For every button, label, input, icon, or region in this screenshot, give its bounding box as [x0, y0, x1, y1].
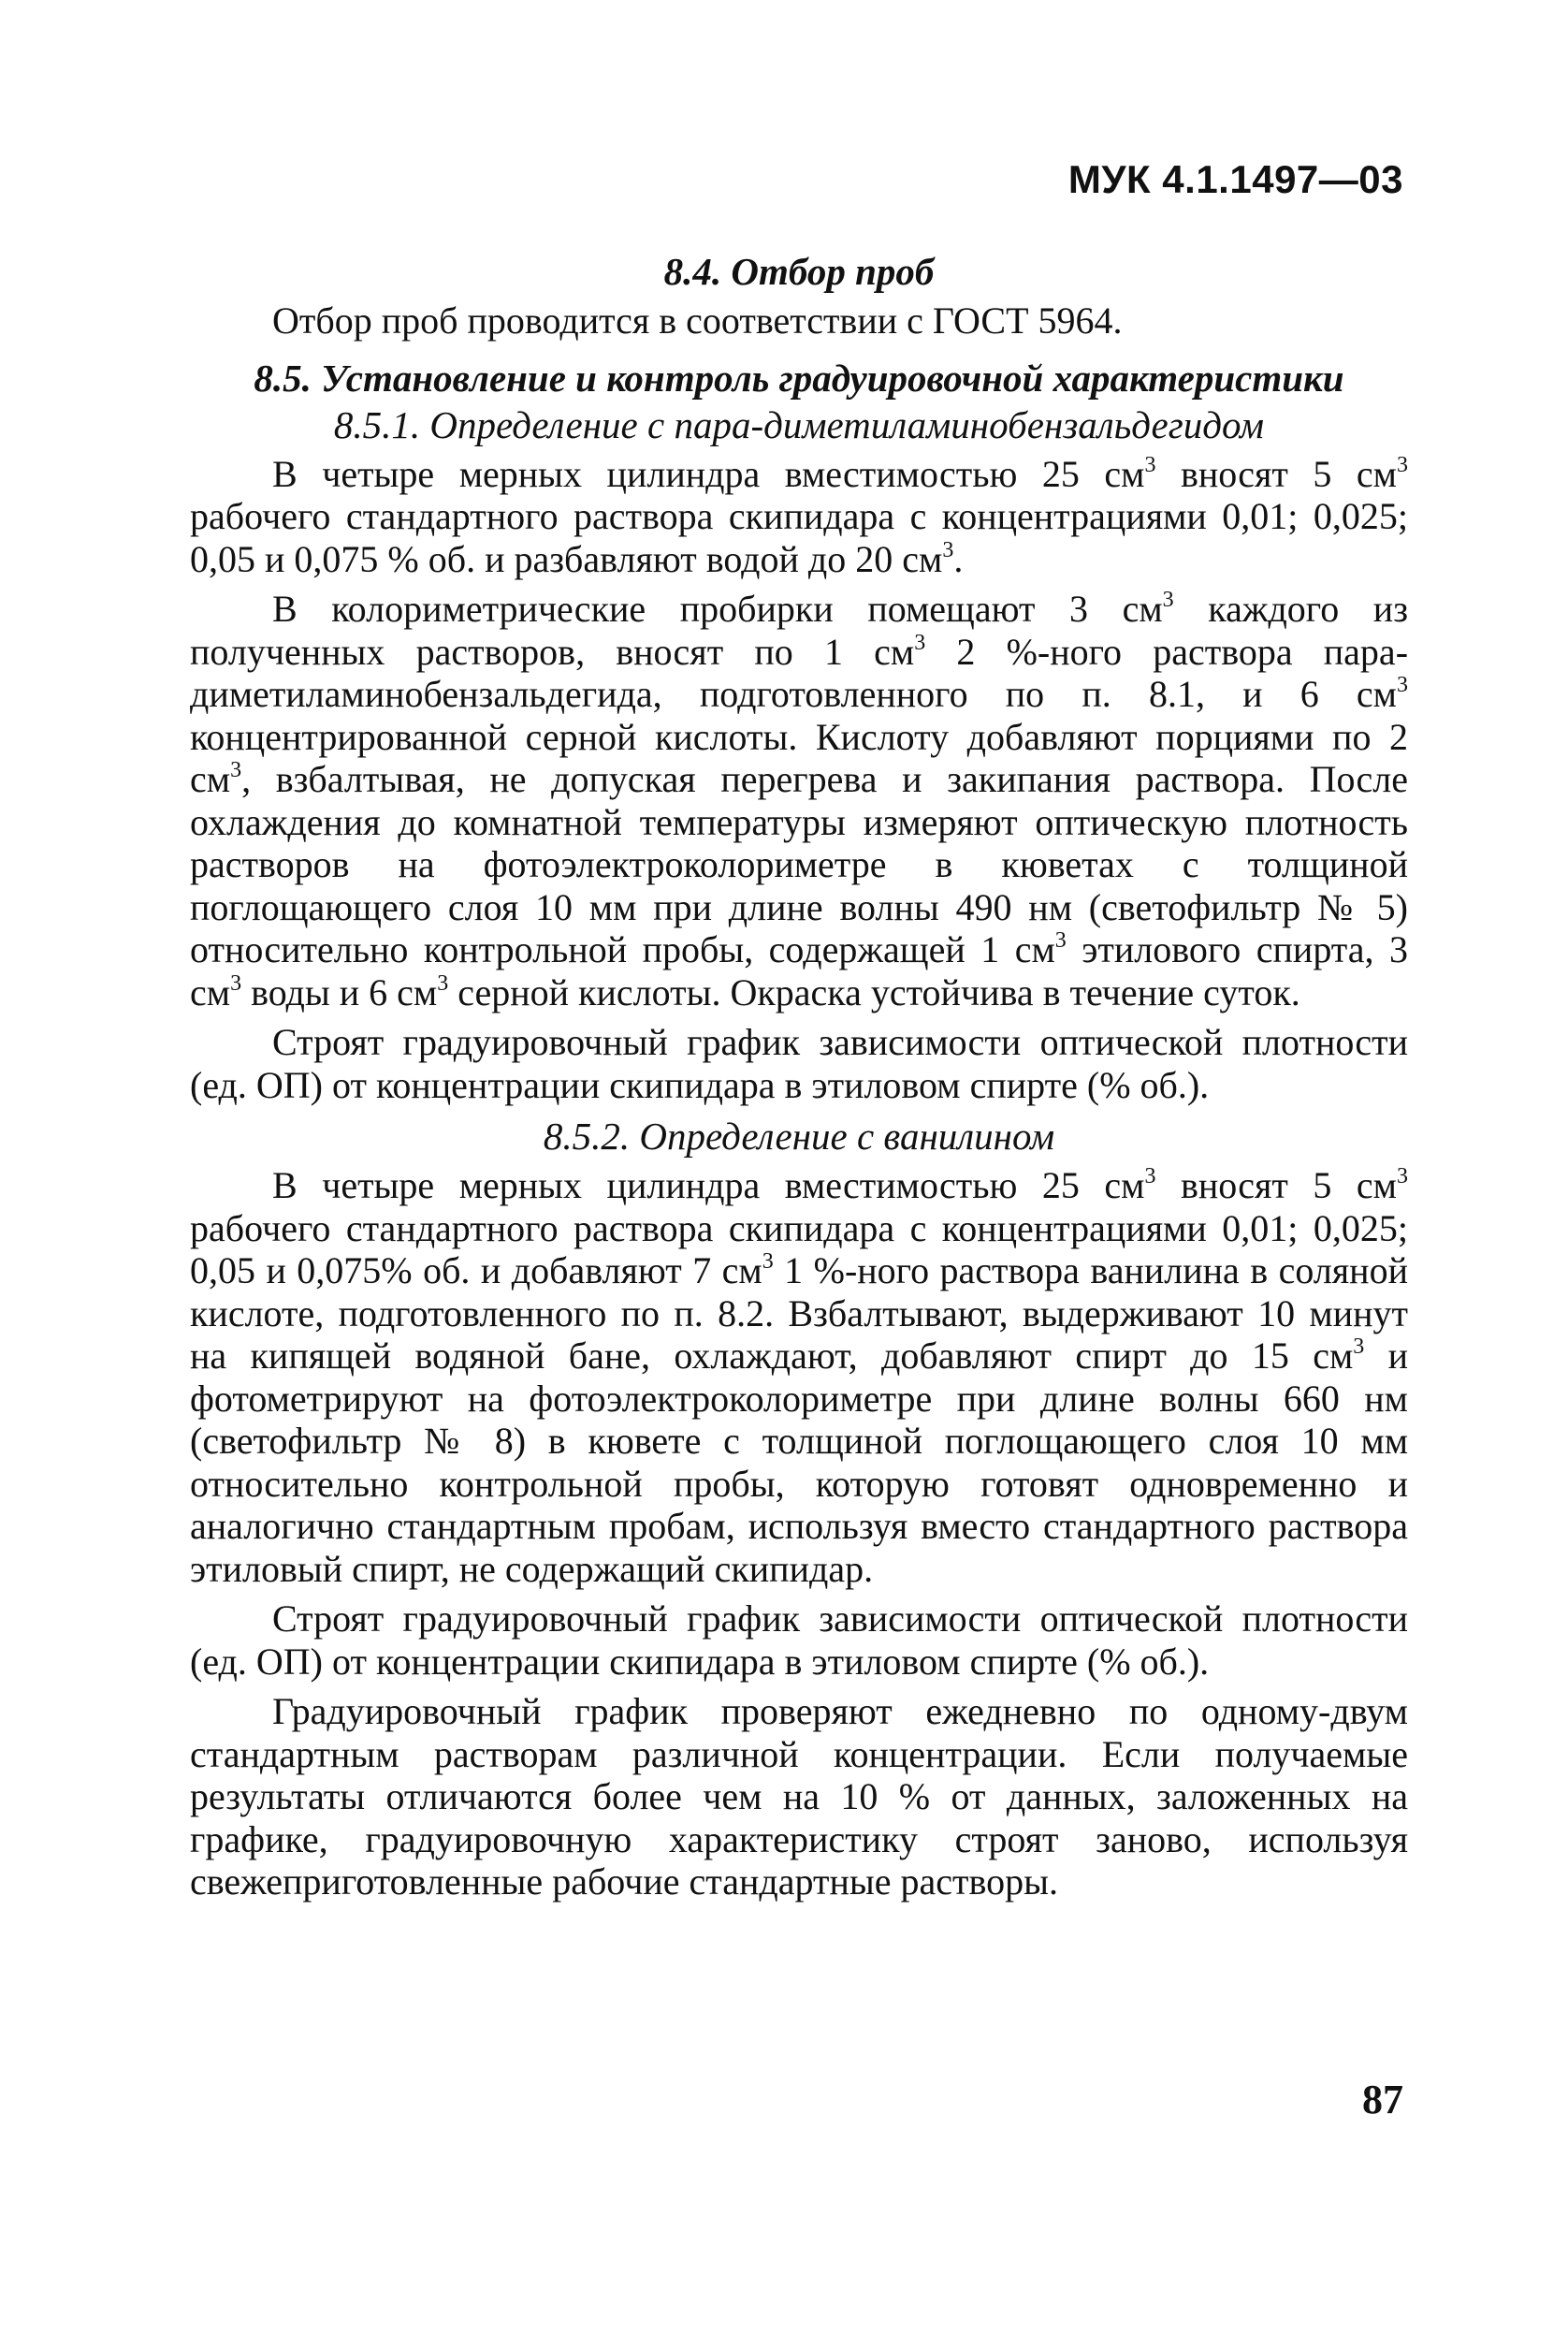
paragraph-8-5-1-2: В колориметрические пробирки помещают 3 $см^3$ каждого из полученных растворов, вносят по 1 $см^3$ 2 %-ного раствора пара-диметиламинобензальдегида, подготовленного по п. 8.1, и 6 $см^3$ концентрированной серной кислоты. Кислоту добавляют порциями по 2 $см^3$, взбалтывая, не допуская перегрева и закипания раствора. После охлаждения до комнатной температуры измеряют оптическую плотность растворов на фотоэлектроколориметре в кюветах с толщиной поглощающего слоя 10 мм при длине волны 490 нм (светофильтр № 5) относительно контрольной пробы, содержащей 1 $см^3$ этилового спирта, 3 $см^3$ воды и 6 $см^3$ серной кислоты. Окраска устойчива в течение суток.: [190, 588, 1409, 1013]
paragraph-8-5-2-3: Градуировочный график проверяют ежедневно по одному-двум стандартным растворам различной концентрации. Если получаемые результаты отличаются более чем на 10 % от данных, заложенных на графике, градуировочную характеристику строят заново, используя свежеприготовленные рабочие стандартные растворы.: [190, 1690, 1408, 1903]
section-8-5-title: 8.5. Установление и контроль градуировочной характеристики: [254, 356, 1344, 400]
paragraph-8-5-2-2: Строят градуировочный график зависимости оптической плотности (ед. ОП) от концентрации скипидара в этиловом спирте (% об.).: [190, 1597, 1408, 1683]
section-8-5-2-title: 8.5.2. Определение с ванилином: [543, 1115, 1055, 1158]
document-body: [190, 245, 1408, 1903]
section-8-5-1-title: 8.5.1. Определение с пара-диметиламинобензальдегидом: [333, 402, 1265, 446]
paragraph-8-5-2-1: В четыре мерных цилиндра вместимостью 25 $см^3$ вносят 5 $см^3$ рабочего стандартного раствора скипидара с концентрациями 0,01; 0,025; 0,05 и 0,075% об. и добавляют 7 $см^3$ 1 %-ного раствора ванилина в соляной кислоте, подготовленного по п. 8.2. Взбалтывают, выдерживают 10 минут на кипящей водяной бане, охлаждают, добавляют спирт до 15 $см^3$ и фотометрируют на фотоэлектроколориметре при длине волны 660 нм (светофильтр № 8) в кювете с толщиной поглощающего слоя 10 мм относительно контрольной пробы, которую готовят одновременно и аналогично стандартным пробам, используя вместо стандартного раствора этиловый спирт, не содержащий скипидар.: [190, 1164, 1409, 1590]
page-number: 87: [1362, 2077, 1403, 2122]
paragraph-8-5-1-3: Строят градуировочный график зависимости оптической плотности (ед. ОП) от концентрации скипидара в этиловом спирте (% об.).: [190, 1021, 1408, 1106]
document-code: МУК 4.1.1497—03: [1067, 157, 1403, 201]
section-8-4-title: 8.4. Отбор проб: [663, 250, 935, 293]
paragraph-8-5-1-1: В четыре мерных цилиндра вместимостью 25 $см^3$ вносят 5 $см^3$ рабочего стандартного раствора скипидара с концентрациями 0,01; 0,025; 0,05 и 0,075 % об. и разбавляют водой до 20 $см^3$.: [190, 452, 1408, 580]
section-8-4-text: Отбор проб проводится в соответствии с ГОСТ 5964.: [272, 299, 1123, 342]
